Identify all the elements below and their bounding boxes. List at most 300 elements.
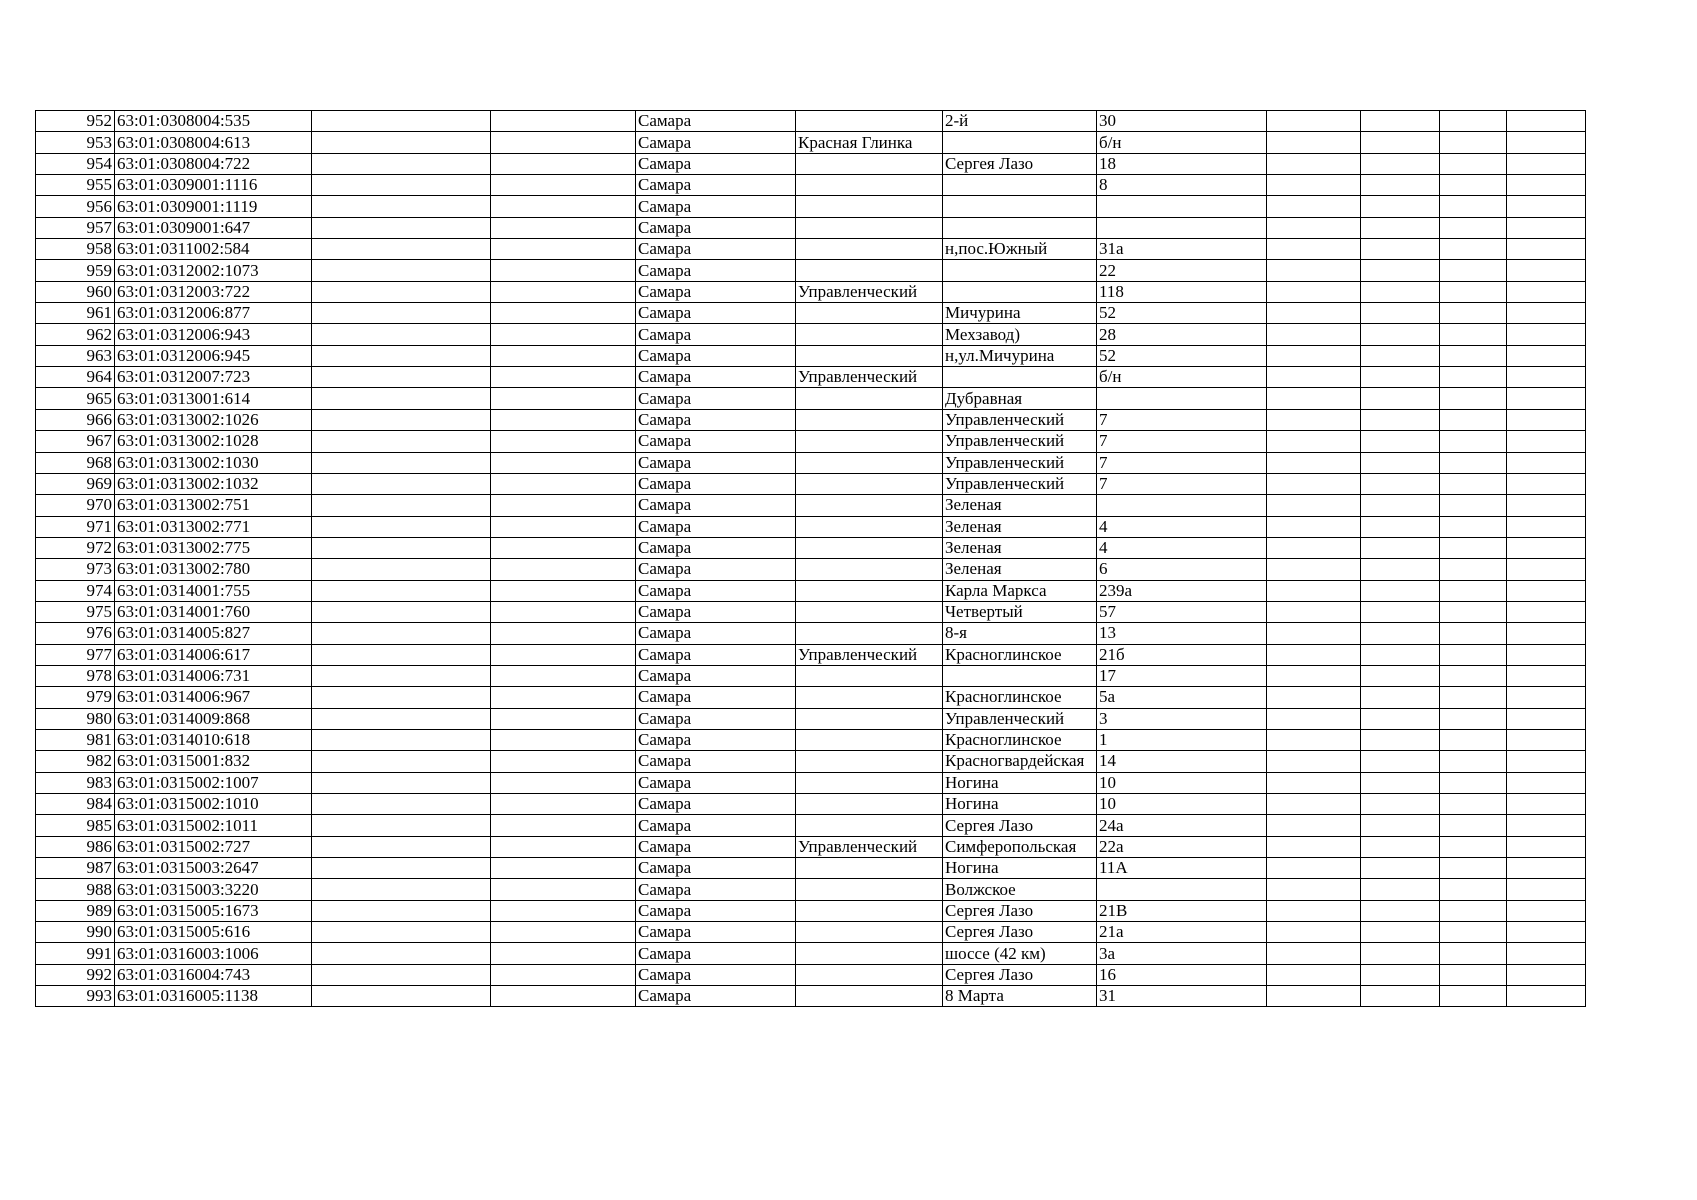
house-number-cell xyxy=(1097,196,1267,217)
street-cell: 8 Марта xyxy=(943,986,1097,1007)
table-row xyxy=(36,708,1586,729)
empty-cell xyxy=(1507,452,1586,473)
empty-cell xyxy=(312,367,491,388)
empty-cell xyxy=(1267,665,1361,686)
empty-cell xyxy=(1440,751,1507,772)
house-number-cell xyxy=(1097,217,1267,238)
empty-cell xyxy=(1507,431,1586,452)
table-row xyxy=(36,452,1586,473)
city-cell: Самара xyxy=(636,879,796,900)
empty-cell xyxy=(312,879,491,900)
district-cell xyxy=(796,175,943,196)
cadastral-number-cell: 63:01:0312006:945 xyxy=(115,345,312,366)
row-number-cell: 978 xyxy=(36,665,115,686)
row-number-cell: 963 xyxy=(36,345,115,366)
table-row xyxy=(36,687,1586,708)
empty-cell xyxy=(1440,217,1507,238)
district-cell xyxy=(796,815,943,836)
district-cell xyxy=(796,559,943,580)
row-number-cell: 961 xyxy=(36,303,115,324)
street-cell: Ногина xyxy=(943,794,1097,815)
empty-cell xyxy=(491,751,636,772)
city-cell: Самара xyxy=(636,580,796,601)
empty-cell xyxy=(1361,132,1440,153)
city-cell: Самара xyxy=(636,815,796,836)
cadastral-number-cell: 63:01:0314010:618 xyxy=(115,729,312,750)
empty-cell xyxy=(1267,260,1361,281)
empty-cell xyxy=(312,324,491,345)
city-cell: Самара xyxy=(636,708,796,729)
city-cell: Самара xyxy=(636,537,796,558)
row-number-cell: 953 xyxy=(36,132,115,153)
empty-cell xyxy=(312,153,491,174)
empty-cell xyxy=(312,345,491,366)
empty-cell xyxy=(1267,836,1361,857)
street-cell: Сергея Лазо xyxy=(943,900,1097,921)
cadastral-number-cell: 63:01:0312003:722 xyxy=(115,281,312,302)
empty-cell xyxy=(312,303,491,324)
empty-cell xyxy=(1507,729,1586,750)
empty-cell xyxy=(1267,217,1361,238)
house-number-cell: 16 xyxy=(1097,964,1267,985)
street-cell: Красноглинское xyxy=(943,644,1097,665)
empty-cell xyxy=(1267,559,1361,580)
district-cell xyxy=(796,260,943,281)
empty-cell xyxy=(1507,175,1586,196)
street-cell xyxy=(943,196,1097,217)
district-cell: Управленческий xyxy=(796,644,943,665)
empty-cell xyxy=(1507,986,1586,1007)
empty-cell xyxy=(1267,345,1361,366)
city-cell: Самара xyxy=(636,836,796,857)
house-number-cell: 11А xyxy=(1097,858,1267,879)
row-number-cell: 988 xyxy=(36,879,115,900)
district-cell xyxy=(796,495,943,516)
empty-cell xyxy=(1267,132,1361,153)
district-cell: Управленческий xyxy=(796,836,943,857)
empty-cell xyxy=(1507,473,1586,494)
empty-cell xyxy=(1507,196,1586,217)
empty-cell xyxy=(312,751,491,772)
empty-cell xyxy=(1267,580,1361,601)
row-number-cell: 987 xyxy=(36,858,115,879)
city-cell: Самара xyxy=(636,239,796,260)
empty-cell xyxy=(1440,900,1507,921)
empty-cell xyxy=(1361,815,1440,836)
empty-cell xyxy=(1507,132,1586,153)
empty-cell xyxy=(1507,836,1586,857)
empty-cell xyxy=(491,708,636,729)
house-number-cell: 4 xyxy=(1097,516,1267,537)
row-number-cell: 984 xyxy=(36,794,115,815)
city-cell: Самара xyxy=(636,217,796,238)
empty-cell xyxy=(1507,281,1586,302)
empty-cell xyxy=(312,836,491,857)
empty-cell xyxy=(312,794,491,815)
row-number-cell: 960 xyxy=(36,281,115,302)
empty-cell xyxy=(491,153,636,174)
empty-cell xyxy=(1361,324,1440,345)
table-row xyxy=(36,580,1586,601)
house-number-cell: 24а xyxy=(1097,815,1267,836)
cadastral-number-cell: 63:01:0315002:1010 xyxy=(115,794,312,815)
empty-cell xyxy=(491,601,636,622)
district-cell xyxy=(796,452,943,473)
row-number-cell: 975 xyxy=(36,601,115,622)
cadastral-number-cell: 63:01:0314001:760 xyxy=(115,601,312,622)
cadastral-number-cell: 63:01:0313002:780 xyxy=(115,559,312,580)
street-cell: Управленческий xyxy=(943,708,1097,729)
street-cell: Сергея Лазо xyxy=(943,153,1097,174)
empty-cell xyxy=(1507,537,1586,558)
row-number-cell: 972 xyxy=(36,537,115,558)
empty-cell xyxy=(1267,537,1361,558)
cadastral-table xyxy=(35,110,1586,1007)
cadastral-number-cell: 63:01:0313001:614 xyxy=(115,388,312,409)
empty-cell xyxy=(1440,111,1507,132)
street-cell: Дубравная xyxy=(943,388,1097,409)
row-number-cell: 958 xyxy=(36,239,115,260)
row-number-cell: 956 xyxy=(36,196,115,217)
empty-cell xyxy=(491,388,636,409)
district-cell xyxy=(796,516,943,537)
table-row xyxy=(36,943,1586,964)
table-row xyxy=(36,409,1586,430)
empty-cell xyxy=(1267,794,1361,815)
city-cell: Самара xyxy=(636,943,796,964)
cadastral-number-cell: 63:01:0314005:827 xyxy=(115,623,312,644)
empty-cell xyxy=(1361,687,1440,708)
district-cell xyxy=(796,153,943,174)
district-cell xyxy=(796,431,943,452)
empty-cell xyxy=(1361,516,1440,537)
empty-cell xyxy=(1440,260,1507,281)
empty-cell xyxy=(1267,196,1361,217)
empty-cell xyxy=(1507,153,1586,174)
house-number-cell: 7 xyxy=(1097,452,1267,473)
empty-cell xyxy=(312,175,491,196)
row-number-cell: 962 xyxy=(36,324,115,345)
street-cell xyxy=(943,132,1097,153)
district-cell xyxy=(796,196,943,217)
street-cell: Сергея Лазо xyxy=(943,815,1097,836)
empty-cell xyxy=(1440,708,1507,729)
house-number-cell: 21В xyxy=(1097,900,1267,921)
table-row xyxy=(36,794,1586,815)
cadastral-number-cell: 63:01:0312007:723 xyxy=(115,367,312,388)
district-cell xyxy=(796,601,943,622)
empty-cell xyxy=(1507,239,1586,260)
house-number-cell: 18 xyxy=(1097,153,1267,174)
cadastral-number-cell: 63:01:0309001:1116 xyxy=(115,175,312,196)
city-cell: Самара xyxy=(636,153,796,174)
city-cell: Самара xyxy=(636,601,796,622)
empty-cell xyxy=(1507,623,1586,644)
empty-cell xyxy=(1507,772,1586,793)
empty-cell xyxy=(1361,260,1440,281)
empty-cell xyxy=(1440,772,1507,793)
empty-cell xyxy=(491,196,636,217)
empty-cell xyxy=(1361,794,1440,815)
street-cell: Ногина xyxy=(943,858,1097,879)
empty-cell xyxy=(491,452,636,473)
empty-cell xyxy=(312,217,491,238)
empty-cell xyxy=(312,495,491,516)
empty-cell xyxy=(1507,303,1586,324)
empty-cell xyxy=(1507,516,1586,537)
house-number-cell: 10 xyxy=(1097,794,1267,815)
city-cell: Самара xyxy=(636,132,796,153)
row-number-cell: 952 xyxy=(36,111,115,132)
empty-cell xyxy=(1267,815,1361,836)
empty-cell xyxy=(1267,772,1361,793)
empty-cell xyxy=(491,623,636,644)
street-cell: н,пос.Южный xyxy=(943,239,1097,260)
street-cell xyxy=(943,281,1097,302)
cadastral-number-cell: 63:01:0315001:832 xyxy=(115,751,312,772)
empty-cell xyxy=(1361,111,1440,132)
empty-cell xyxy=(1361,708,1440,729)
cadastral-number-cell: 63:01:0309001:647 xyxy=(115,217,312,238)
table-row xyxy=(36,729,1586,750)
table-row xyxy=(36,922,1586,943)
empty-cell xyxy=(1361,495,1440,516)
empty-cell xyxy=(1267,388,1361,409)
table-row xyxy=(36,345,1586,366)
row-number-cell: 959 xyxy=(36,260,115,281)
district-cell xyxy=(796,324,943,345)
empty-cell xyxy=(1440,303,1507,324)
row-number-cell: 983 xyxy=(36,772,115,793)
empty-cell xyxy=(1507,367,1586,388)
cadastral-number-cell: 63:01:0308004:613 xyxy=(115,132,312,153)
table-row xyxy=(36,986,1586,1007)
empty-cell xyxy=(1440,623,1507,644)
empty-cell xyxy=(1507,708,1586,729)
street-cell: 8-я xyxy=(943,623,1097,644)
empty-cell xyxy=(1440,281,1507,302)
house-number-cell xyxy=(1097,388,1267,409)
city-cell: Самара xyxy=(636,772,796,793)
cadastral-number-cell: 63:01:0315002:1011 xyxy=(115,815,312,836)
empty-cell xyxy=(1267,431,1361,452)
empty-cell xyxy=(312,431,491,452)
house-number-cell xyxy=(1097,495,1267,516)
empty-cell xyxy=(491,324,636,345)
empty-cell xyxy=(491,836,636,857)
empty-cell xyxy=(491,986,636,1007)
street-cell xyxy=(943,665,1097,686)
house-number-cell: 8 xyxy=(1097,175,1267,196)
empty-cell xyxy=(1507,687,1586,708)
empty-cell xyxy=(491,239,636,260)
empty-cell xyxy=(491,665,636,686)
empty-cell xyxy=(312,452,491,473)
district-cell xyxy=(796,623,943,644)
empty-cell xyxy=(491,111,636,132)
empty-cell xyxy=(312,239,491,260)
empty-cell xyxy=(1507,794,1586,815)
empty-cell xyxy=(1361,729,1440,750)
empty-cell xyxy=(1361,388,1440,409)
empty-cell xyxy=(1267,473,1361,494)
empty-cell xyxy=(1440,196,1507,217)
district-cell xyxy=(796,687,943,708)
house-number-cell: 31а xyxy=(1097,239,1267,260)
empty-cell xyxy=(1440,858,1507,879)
row-number-cell: 990 xyxy=(36,922,115,943)
empty-cell xyxy=(1440,665,1507,686)
house-number-cell: 5а xyxy=(1097,687,1267,708)
empty-cell xyxy=(1267,601,1361,622)
row-number-cell: 965 xyxy=(36,388,115,409)
empty-cell xyxy=(1267,324,1361,345)
street-cell xyxy=(943,175,1097,196)
city-cell: Самара xyxy=(636,794,796,815)
empty-cell xyxy=(491,345,636,366)
empty-cell xyxy=(1361,879,1440,900)
cadastral-number-cell: 63:01:0313002:1026 xyxy=(115,409,312,430)
row-number-cell: 980 xyxy=(36,708,115,729)
empty-cell xyxy=(491,815,636,836)
empty-cell xyxy=(1361,601,1440,622)
empty-cell xyxy=(1440,601,1507,622)
street-cell: шоссе (42 км) xyxy=(943,943,1097,964)
empty-cell xyxy=(1267,986,1361,1007)
empty-cell xyxy=(491,900,636,921)
city-cell: Самара xyxy=(636,409,796,430)
empty-cell xyxy=(1361,473,1440,494)
district-cell xyxy=(796,580,943,601)
house-number-cell: 3а xyxy=(1097,943,1267,964)
empty-cell xyxy=(1507,751,1586,772)
empty-cell xyxy=(491,922,636,943)
empty-cell xyxy=(491,559,636,580)
table-row xyxy=(36,836,1586,857)
empty-cell xyxy=(1507,260,1586,281)
table-row xyxy=(36,303,1586,324)
empty-cell xyxy=(491,303,636,324)
empty-cell xyxy=(1361,281,1440,302)
empty-cell xyxy=(491,964,636,985)
cadastral-number-cell: 63:01:0316003:1006 xyxy=(115,943,312,964)
empty-cell xyxy=(1440,729,1507,750)
house-number-cell: 17 xyxy=(1097,665,1267,686)
city-cell: Самара xyxy=(636,111,796,132)
house-number-cell: 118 xyxy=(1097,281,1267,302)
district-cell xyxy=(796,858,943,879)
empty-cell xyxy=(1361,644,1440,665)
district-cell: Управленческий xyxy=(796,367,943,388)
table-row xyxy=(36,815,1586,836)
cadastral-number-cell: 63:01:0315002:1007 xyxy=(115,772,312,793)
empty-cell xyxy=(1361,986,1440,1007)
house-number-cell: 31 xyxy=(1097,986,1267,1007)
city-cell: Самара xyxy=(636,964,796,985)
cadastral-number-cell: 63:01:0314001:755 xyxy=(115,580,312,601)
city-cell: Самара xyxy=(636,345,796,366)
empty-cell xyxy=(491,794,636,815)
empty-cell xyxy=(1507,409,1586,430)
empty-cell xyxy=(1440,473,1507,494)
empty-cell xyxy=(1267,729,1361,750)
empty-cell xyxy=(1440,687,1507,708)
district-cell xyxy=(796,111,943,132)
district-cell xyxy=(796,751,943,772)
street-cell: Зеленая xyxy=(943,495,1097,516)
district-cell xyxy=(796,964,943,985)
empty-cell xyxy=(1361,964,1440,985)
empty-cell xyxy=(491,729,636,750)
empty-cell xyxy=(1361,858,1440,879)
row-number-cell: 976 xyxy=(36,623,115,644)
empty-cell xyxy=(1361,772,1440,793)
empty-cell xyxy=(312,388,491,409)
empty-cell xyxy=(312,665,491,686)
empty-cell xyxy=(1267,644,1361,665)
row-number-cell: 989 xyxy=(36,900,115,921)
empty-cell xyxy=(1440,239,1507,260)
city-cell: Самара xyxy=(636,495,796,516)
empty-cell xyxy=(1440,388,1507,409)
district-cell xyxy=(796,708,943,729)
empty-cell xyxy=(491,644,636,665)
street-cell: Зеленая xyxy=(943,516,1097,537)
row-number-cell: 982 xyxy=(36,751,115,772)
table-row xyxy=(36,175,1586,196)
house-number-cell: 22 xyxy=(1097,260,1267,281)
street-cell: Управленческий xyxy=(943,452,1097,473)
empty-cell xyxy=(1361,836,1440,857)
city-cell: Самара xyxy=(636,452,796,473)
empty-cell xyxy=(491,858,636,879)
house-number-cell: 52 xyxy=(1097,303,1267,324)
empty-cell xyxy=(1440,132,1507,153)
city-cell: Самара xyxy=(636,900,796,921)
house-number-cell: 22а xyxy=(1097,836,1267,857)
street-cell: Мехзавод) xyxy=(943,324,1097,345)
house-number-cell: 14 xyxy=(1097,751,1267,772)
street-cell: Управленческий xyxy=(943,409,1097,430)
empty-cell xyxy=(312,708,491,729)
table-row xyxy=(36,153,1586,174)
empty-cell xyxy=(491,495,636,516)
empty-cell xyxy=(491,879,636,900)
house-number-cell: 3 xyxy=(1097,708,1267,729)
street-cell: Зеленая xyxy=(943,559,1097,580)
empty-cell xyxy=(1267,623,1361,644)
street-cell xyxy=(943,367,1097,388)
table-row xyxy=(36,858,1586,879)
empty-cell xyxy=(1361,922,1440,943)
house-number-cell: 52 xyxy=(1097,345,1267,366)
row-number-cell: 986 xyxy=(36,836,115,857)
row-number-cell: 993 xyxy=(36,986,115,1007)
empty-cell xyxy=(312,132,491,153)
house-number-cell: 7 xyxy=(1097,473,1267,494)
table-row xyxy=(36,772,1586,793)
cadastral-number-cell: 63:01:0314006:731 xyxy=(115,665,312,686)
city-cell: Самара xyxy=(636,431,796,452)
house-number-cell: 13 xyxy=(1097,623,1267,644)
empty-cell xyxy=(1361,559,1440,580)
city-cell: Самара xyxy=(636,858,796,879)
row-number-cell: 969 xyxy=(36,473,115,494)
cadastral-number-cell: 63:01:0313002:1030 xyxy=(115,452,312,473)
empty-cell xyxy=(491,772,636,793)
house-number-cell: 239а xyxy=(1097,580,1267,601)
empty-cell xyxy=(491,943,636,964)
